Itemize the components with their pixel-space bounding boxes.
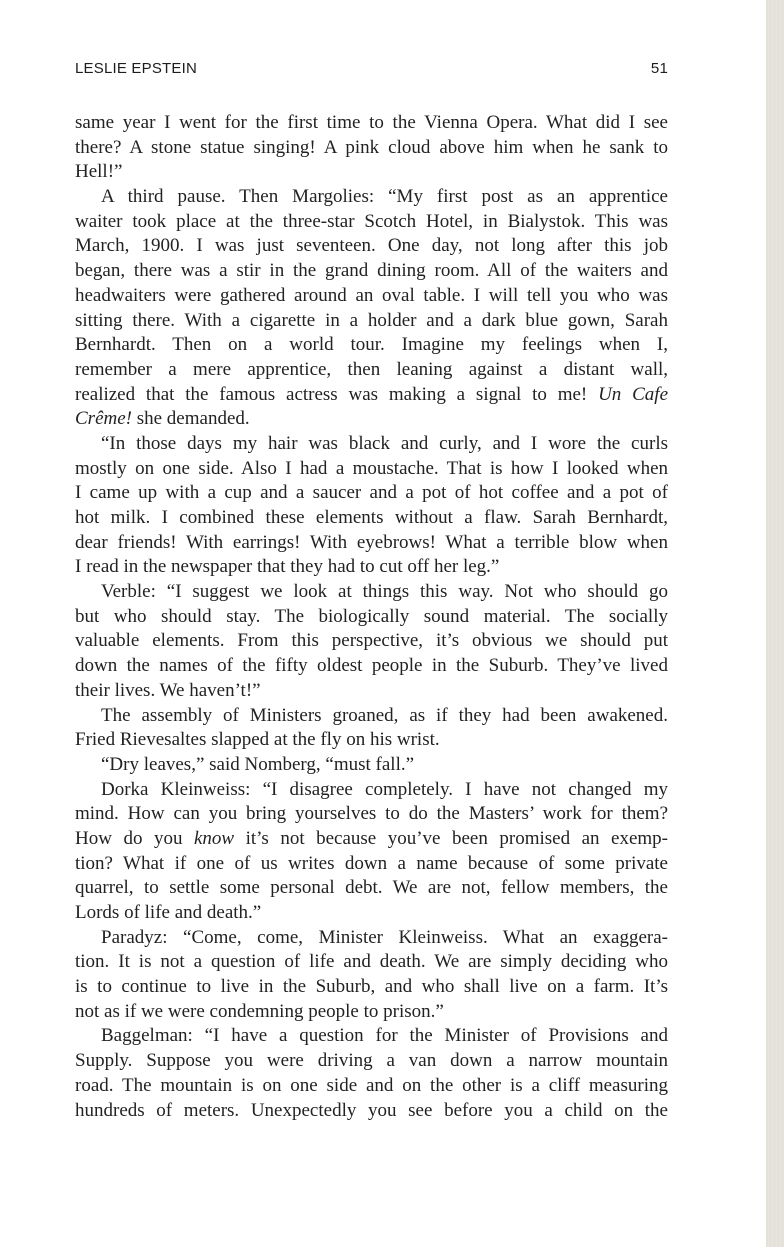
text-line	[75, 580, 668, 605]
text-line	[75, 457, 668, 482]
text-segment: March, 1900. I was just seventeen. One day, not long after this job	[75, 235, 668, 257]
text-segment: mostly on one side. Also I had a moustache. That is how I looked when	[75, 457, 668, 479]
text-line	[75, 778, 668, 803]
paragraph	[75, 185, 668, 432]
text-segment: I read in the newspaper that they had to cut off her leg.”	[75, 556, 500, 578]
text-segment: valuable elements. From this perspective, it’s obvious we should put	[75, 630, 668, 652]
text-segment: down the names of the fifty oldest people in the Suburb. They’ve lived	[75, 655, 668, 677]
paragraph	[75, 704, 668, 753]
text-line	[75, 309, 668, 334]
text-segment: she demanded.	[131, 408, 250, 430]
text-segment: “Dry leaves,” said Nomberg, “must fall.”	[101, 753, 415, 775]
text-segment: sitting there. With a cigarette in a holder and a dark blue gown, Sarah	[75, 309, 668, 331]
paragraph	[75, 1024, 668, 1123]
text-segment: The assembly of Ministers groaned, as if they had been awakened.	[101, 704, 668, 726]
text-segment: not as if we were condemning people to prison.”	[75, 1000, 444, 1022]
text-segment: remember a mere apprentice, then leaning against a distant wall,	[75, 358, 668, 380]
text-line	[75, 1024, 668, 1049]
paragraph	[75, 778, 668, 926]
text-line	[75, 555, 668, 580]
text-segment: Lords of life and death.”	[75, 902, 262, 923]
text-line	[75, 901, 668, 926]
text-line	[75, 728, 668, 753]
text-segment: Verble: “I suggest we look at things this way. Not who should go	[101, 581, 668, 603]
paragraph	[75, 753, 668, 778]
text-line	[75, 160, 668, 185]
text-segment: there? A stone statue singing! A pink cloud above him when he sank to	[75, 136, 668, 158]
text-line	[75, 802, 668, 827]
text-line	[75, 975, 668, 1000]
text-segment: quarrel, to settle some personal debt. We are not, fellow members, the	[75, 877, 668, 899]
text-segment: tion? What if one of us writes down a name because of some private	[75, 852, 668, 874]
text-segment: Supply. Suppose you were driving a van down a narrow mountain	[75, 1050, 668, 1072]
text-segment: their lives. We haven’t!”	[75, 679, 261, 701]
text-line	[75, 926, 668, 951]
text-segment: road. The mountain is on one side and on the other is a cliff measuring	[75, 1074, 668, 1096]
text-segment: I came up with a cup and a saucer and a pot of hot coffee and a pot of	[75, 482, 668, 504]
text-line	[75, 753, 668, 778]
text-line	[75, 284, 668, 309]
italic-text: know	[193, 827, 235, 849]
text-line	[75, 210, 668, 235]
running-head	[75, 60, 668, 80]
text-segment: Paradyz: “Come, come, Minister Kleinweiss. What an exaggera-	[101, 926, 668, 948]
text-line	[75, 136, 668, 161]
text-line	[75, 234, 668, 259]
text-line	[75, 950, 668, 975]
text-segment: began, there was a stir in the grand dining room. All of the waiters and	[75, 260, 668, 282]
text-line	[75, 605, 668, 630]
text-line	[75, 827, 668, 852]
text-segment: A third pause. Then Margolies: “My first post as an apprentice	[101, 186, 668, 208]
text-line	[75, 704, 668, 729]
text-segment: dear friends! With earrings! With eyebrows! What a terrible blow when	[75, 531, 668, 553]
text-line	[75, 531, 668, 556]
running-head-author: LESLIE EPSTEIN	[75, 60, 198, 77]
text-line	[75, 1049, 668, 1074]
text-segment: Fried Rievesaltes slapped at the fly on his wrist.	[75, 729, 440, 751]
text-line	[75, 654, 668, 679]
text-line	[75, 111, 668, 136]
text-segment: Bernhardt. Then on a world tour. Imagine my feelings when I,	[75, 334, 668, 356]
text-segment: “In those days my hair was black and curly, and I wore the curls	[101, 432, 668, 454]
text-segment: Hell!”	[75, 161, 123, 183]
italic-text: Un Cafe	[598, 383, 668, 405]
text-line	[75, 333, 668, 358]
paragraph	[75, 926, 668, 1025]
text-segment: Baggelman: “I have a question for the Minister of Provisions and	[101, 1025, 668, 1047]
text-line	[75, 481, 668, 506]
body-text	[75, 111, 668, 1123]
text-line	[75, 432, 668, 457]
paragraph	[75, 580, 668, 703]
page-edge	[766, 0, 784, 1247]
text-segment: headwaiters were gathered around an oval table. I will tell you who was	[75, 284, 668, 306]
text-segment: mind. How can you bring yourselves to do the Masters’ work for them?	[75, 803, 668, 825]
text-segment: realized that the famous actress was making a signal to me!	[75, 383, 599, 405]
text-segment: hundreds of meters. Unexpectedly you see before you a child on the	[75, 1099, 668, 1121]
text-line	[75, 259, 668, 284]
text-segment: waiter took place at the three-star Scotch Hotel, in Bialystok. This was	[75, 210, 668, 232]
text-line	[75, 185, 668, 210]
text-line	[75, 1074, 668, 1099]
text-segment: Dorka Kleinweiss: “I disagree completely. I have not changed my	[101, 778, 668, 800]
text-segment: same year I went for the first time to the Vienna Opera. What did I see	[75, 112, 668, 133]
text-line	[75, 679, 668, 704]
text-line	[75, 358, 668, 383]
text-segment: hot milk. I combined these elements without a flaw. Sarah Bernhardt,	[75, 507, 668, 528]
page-number: 51	[650, 60, 668, 77]
text-line	[75, 1099, 668, 1124]
text-line	[75, 1000, 668, 1025]
text-segment: is to continue to live in the Suburb, and who shall live on a farm. It’s	[75, 976, 668, 998]
text-segment: it’s not because you’ve been promised an exemp-	[234, 827, 668, 849]
text-line	[75, 629, 668, 654]
text-line	[75, 852, 668, 877]
text-segment: but who should stay. The biologically sound material. The socially	[75, 605, 668, 627]
paragraph	[75, 111, 668, 185]
text-line	[75, 383, 668, 408]
paragraph	[75, 432, 668, 580]
text-line	[75, 407, 668, 432]
text-segment: How do you	[75, 827, 194, 849]
italic-text: Crême!	[75, 408, 132, 430]
text-segment: tion. It is not a question of life and death. We are simply deciding who	[75, 951, 668, 973]
text-line	[75, 506, 668, 531]
text-line	[75, 876, 668, 901]
